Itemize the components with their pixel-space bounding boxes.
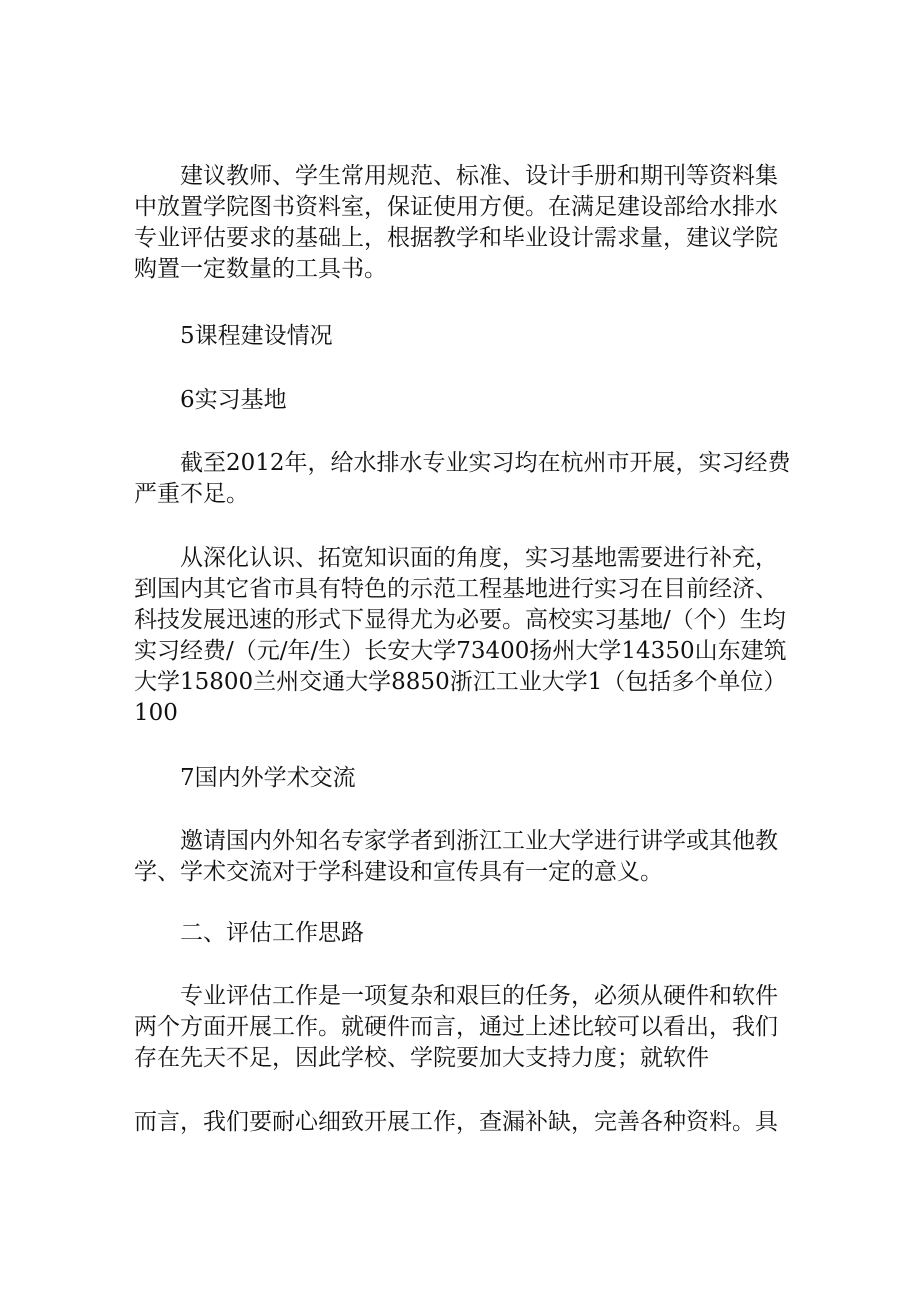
heading-academic-exchange: 7国内外学术交流 [180, 765, 356, 791]
paragraph-continuation: 而言，我们要耐心细致开展工作，查漏补缺，完善各种资料。具 [134, 1109, 778, 1135]
paragraph-internship-funding: 截至2012年，给水排水专业实习均在杭州市开展，实习经费 严重不足。 [134, 450, 791, 507]
heading-evaluation-approach: 二、评估工作思路 [180, 920, 364, 946]
paragraph-academic-exchange: 邀请国内外知名专家学者到浙江工业大学进行讲学或其他教 学、学术交流对于学科建设和宣传具有一定的意义。 [134, 828, 778, 885]
heading-internship-base: 6实习基地 [180, 387, 287, 413]
paragraph-internship-expansion: 从深化认识、拓宽知识面的角度，实习基地需要进行补充， 到国内其它省市具有特色的示范工程基地进行实习在目前经济、 科技发展迅速的形式下显得尤为必要。高校实习基地/（个）生均 实习经费/（元/年/生）长安大学73400扬州大学14350山东建筑 大学15800兰州交通大学8850浙江工业大学1（包括多个单位） 100 [134, 545, 787, 726]
heading-course-construction: 5课程建设情况 [180, 323, 333, 349]
paragraph-resources: 建议教师、学生常用规范、标准、设计手册和期刊等资料集 中放置学院图书资料室，保证使用方便。在满足建设部给水排水 专业评估要求的基础上，根据教学和毕业设计需求量，建议学院 购置一定数量的工具书。 [134, 163, 778, 282]
paragraph-evaluation-work: 专业评估工作是一项复杂和艰巨的任务，必须从硬件和软件 两个方面开展工作。就硬件而言，通过上述比较可以看出，我们 存在先天不足，因此学校、学院要加大支持力度；就软件 [134, 983, 778, 1071]
